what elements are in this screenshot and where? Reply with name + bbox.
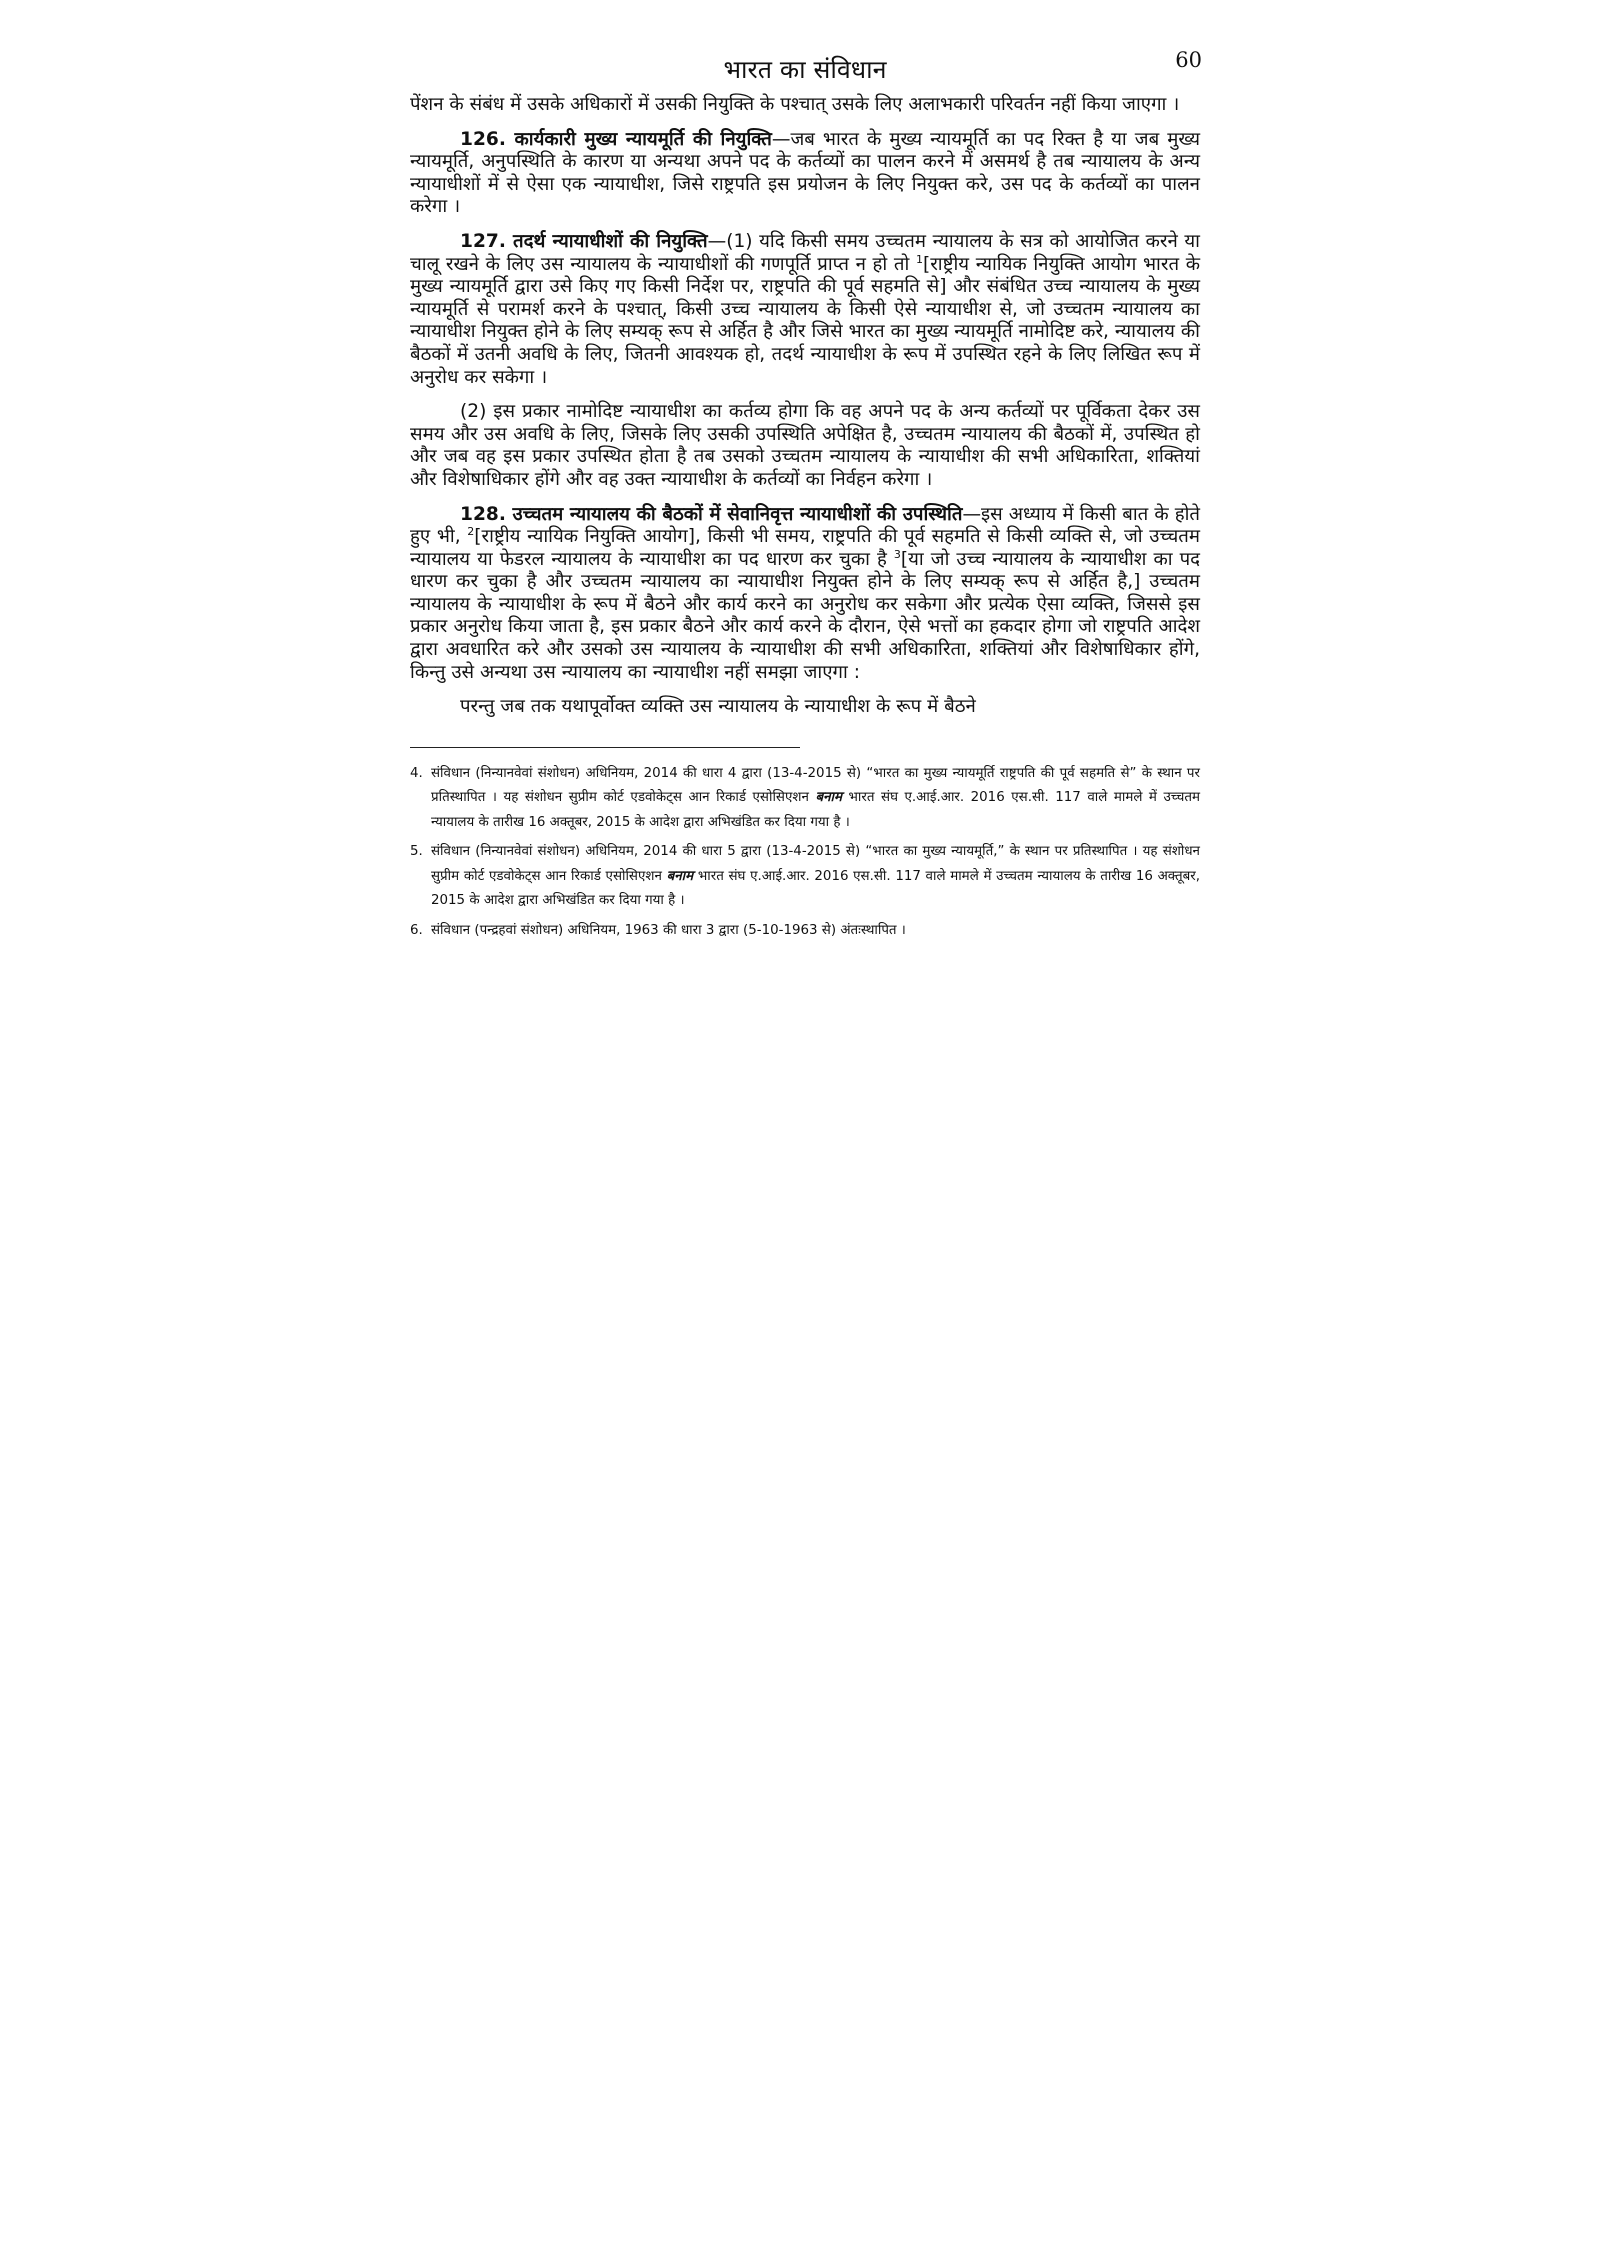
article-128-text-a: इस अध्याय में किसी बात के होते हुए भी, <box>410 503 1200 548</box>
footnote-number: 4. <box>410 765 423 781</box>
footnote-emphasis: बनाम <box>815 790 842 806</box>
footnote-divider <box>410 747 800 748</box>
footnotes <box>410 762 1200 944</box>
document-page <box>410 48 1200 948</box>
footnote-item <box>410 840 1200 914</box>
footnote-text: भारत संघ ए.आई.आर. 2016 एस.सी. 117 वाले मामले में उच्चतम न्यायालय के तारीख 16 अक्तूबर, 2015 के आदेश द्वारा अभिखंडित कर दिया गया है । <box>431 790 1200 830</box>
paragraph-continuation <box>410 94 1200 117</box>
article-128 <box>410 504 1200 685</box>
footnote-text: भारत संघ ए.आई.आर. 2016 एस.सी. 117 वाले मामले में उच्चतम न्यायालय के तारीख 16 अक्तूबर, 2015 के आदेश द्वारा अभिखंडित कर दिया गया है । <box>431 868 1201 909</box>
footnote-emphasis: बनाम <box>666 868 694 884</box>
page-title: भारत का संविधान <box>723 55 887 84</box>
continuation-text: पेंशन के संबंध में उसके अधिकारों में उसकी नियुक्ति के पश्चात् उसके लिए अलाभकारी परिवर्तन नहीं किया जाएगा । <box>410 94 1180 115</box>
article-127-clause-2-text: (2) इस प्रकार नामोदिष्ट न्यायाधीश का कर्तव्य होगा कि वह अपने पद के अन्य कर्तव्यों पर पूर्विकता देकर उस समय और उस अवधि के लिए, जिसके लिए उसकी उपस्थिति अपेक्षित है, उच्चतम न्यायालय की बैठकों में, उपस्थित हो और जब वह इस प्रकार उपस्थित होता है तब उसको उच्चतम न्यायालय के न्यायाधीश की सभी अधिकारिता, शक्तियां और विशेषाधिकार होंगे और वह उक्त न्यायाधीश के कर्तव्यों का निर्वहन करेगा । <box>410 401 1200 490</box>
footnote-ref-3: 3 <box>893 547 901 561</box>
article-128-heading: 128. उच्चतम न्यायालय की बैठकों में सेवानिवृत्त न्यायाधीशों की उपस्थिति <box>460 503 963 525</box>
footnote-number: 6. <box>410 922 423 938</box>
article-128-dash: — <box>962 503 982 525</box>
article-127-dash: — <box>707 230 727 252</box>
footnote-text: संविधान (पन्द्रहवां संशोधन) अधिनियम, 1963 की धारा 3 द्वारा (5-10-1963 से) अंतःस्थापित । <box>431 922 906 938</box>
article-126-dash: — <box>771 128 791 150</box>
page-header <box>410 48 1200 94</box>
footnote-number: 5. <box>410 844 423 860</box>
article-126-heading: 126. कार्यकारी मुख्य न्यायमूर्ति की नियुक्ति <box>460 128 772 150</box>
footnote-text: संविधान (निन्यानवेवां संशोधन) अधिनियम, 2014 की धारा 4 द्वारा (13-4-2015 से) “भारत का मुख्य न्यायमूर्ति राष्ट्रपति की पूर्व सहमति से” के स्थान पर प्रतिस्थापित । यह संशोधन सुप्रीम कोर्ट एडवोकेट्स आन रिकार्ड एसोसिएशन <box>431 765 1200 806</box>
article-127-heading: 127. तदर्थ न्यायाधीशों की नियुक्ति <box>460 230 708 252</box>
article-128-text-b: [राष्ट्रीय न्यायिक नियुक्ति आयोग], किसी भी समय, राष्ट्रपति की पूर्व सहमति से किसी व्यक्ति से, जो उच्चतम न्यायालय या फेडरल न्यायालय के न्यायाधीश का पद धारण कर चुका है <box>410 526 1200 570</box>
footnote-item <box>410 919 1200 944</box>
proviso-text: परन्तु जब तक यथापूर्वोक्त व्यक्ति उस न्यायालय के न्यायाधीश के रूप में बैठने <box>460 696 976 718</box>
article-127-text-b: [राष्ट्रीय न्यायिक नियुक्ति आयोग भारत के मुख्य न्यायमूर्ति द्वारा उसे किए गए किसी निर्देश पर, राष्ट्रपति की पूर्व सहमति से] और संबंधित उच्च न्यायालय के मुख्य न्यायमूर्ति से परामर्श करने के पश्चात्, किसी उच्च न्यायालय के किसी ऐसे न्यायाधीश से, जो उच्चतम न्यायालय का न्यायाधीश नियुक्त होने के लिए सम्यक् रूप से अर्हित है और जिसे भारत का मुख्य न्यायमूर्ति नामोदिष्ट करे, न्यायालय की बैठकों में उतनी अवधि के लिए, जितनी आवश्यक हो, तदर्थ न्यायाधीश के रूप में उपस्थित रहने के लिए लिखित रूप में अनुरोध कर सकेगा । <box>410 253 1200 388</box>
footnote-text: संविधान (निन्यानवेवां संशोधन) अधिनियम, 2014 की धारा 5 द्वारा (13-4-2015 से) “भारत का मुख्य न्यायमूर्ति,” के स्थान पर प्रतिस्थापित । यह संशोधन सुप्रीम कोर्ट एडवोकेट्स आन रिकार्ड एसोसिएशन <box>431 844 1200 884</box>
article-126 <box>410 129 1200 219</box>
footnote-ref-1: 1 <box>915 252 923 266</box>
article-127-clause-1 <box>410 231 1200 389</box>
article-126-text: जब भारत के मुख्य न्यायमूर्ति का पद रिक्त है या जब मुख्य न्यायमूर्ति, अनुपस्थिति के कारण या अन्यथा अपने पद के कर्तव्यों का पालन करने में असमर्थ है तब न्यायालय के अन्य न्यायाधीशों में से ऐसा एक न्यायाधीश, जिसे राष्ट्रपति इस प्रयोजन के लिए नियुक्त करे, उस पद के कर्तव्यों का पालन करेगा । <box>410 128 1201 218</box>
article-127-clause-2 <box>410 401 1200 491</box>
page-number: 60 <box>1175 48 1202 72</box>
article-127-text-a: (1) यदि किसी समय उच्चतम न्यायालय के सत्र को आयोजित करने या चालू रखने के लिए उस न्यायालय के न्यायाधीशों की गणपूर्ति प्राप्त न हो तो <box>410 230 1200 275</box>
footnote-item <box>410 762 1200 836</box>
footnote-ref-2: 2 <box>467 524 475 538</box>
article-128-text-c: [या जो उच्च न्यायालय के न्यायाधीश का पद धारण कर चुका है और उच्चतम न्यायालय का न्यायाधीश नियुक्त होने के लिए सम्यक् रूप से अर्हित है,] उच्चतम न्यायालय के न्यायाधीश के रूप में बैठने और कार्य करने का अनुरोध कर सकेगा और प्रत्येक ऐसा व्यक्ति, जिससे इस प्रकार अनुरोध किया जाता है, इस प्रकार बैठने और कार्य करने के दौरान, ऐसे भत्तों का हकदार होगा जो राष्ट्रपति आदेश द्वारा अवधारित करे और उसको उस न्यायालय के न्यायाधीश की सभी अधिकारिता, शक्तियां और विशेषाधिकार होंगे, किन्तु उसे अन्यथा उस न्यायालय का न्यायाधीश नहीं समझा जाएगा : <box>410 548 1200 683</box>
article-128-proviso <box>410 696 1200 719</box>
